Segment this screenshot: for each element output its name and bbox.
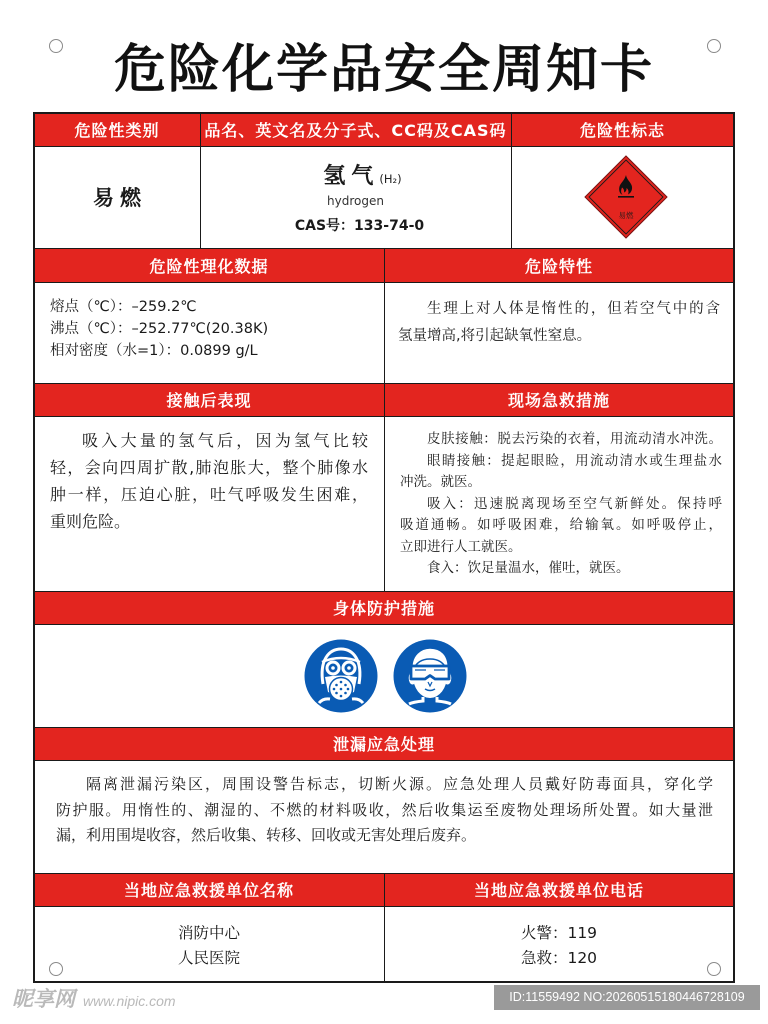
physchem-line: 相对密度（水=1）：0.0899 g/L	[50, 343, 258, 359]
header-physchem-data: 危险性理化数据	[149, 256, 269, 276]
physchem-line: 沸点（℃）：–252.77℃(20.38K)	[50, 321, 269, 337]
hazard-category-value: 易燃	[93, 186, 147, 210]
rescue-unit-phone: 急救：120	[520, 949, 598, 967]
product-name-cn: 氢气	[323, 164, 380, 189]
first-aid	[384, 416, 734, 591]
first-aid-line: 立即进行人工就医。	[400, 538, 522, 555]
header-product-info: 品名、英文名及分子式、CC码及CAS码	[204, 121, 507, 140]
rescue-unit-phone: 火警：119	[520, 924, 598, 942]
header-first-aid: 现场急救措施	[507, 391, 610, 410]
hazard-properties-line: 氢量增高,将引起缺氧性窒息。	[398, 328, 592, 344]
grid-line	[34, 727, 735, 729]
rescue-unit-phones	[384, 906, 734, 982]
exposure-line: 吸入大量的氢气后，因为氢气比较	[82, 431, 368, 450]
watermark	[12, 984, 176, 1012]
grid-line	[33, 112, 35, 983]
hazard-sign-label: 易燃	[618, 211, 634, 220]
grid-line	[200, 113, 202, 248]
physchem-line: 熔点（℃）：–259.2℃	[50, 299, 197, 315]
product-formula: (H₂)	[379, 172, 402, 186]
exposure-line: 重则危险。	[50, 512, 131, 531]
product-name-en: hydrogen	[327, 194, 384, 208]
grid-line	[34, 112, 735, 114]
rescue-unit-names	[34, 906, 384, 982]
grid-line	[384, 248, 386, 591]
grid-line	[733, 112, 735, 983]
grid-line	[511, 113, 513, 248]
first-aid-line: 皮肤接触：脱去污染的衣着，用流动清水冲洗。	[427, 431, 722, 447]
first-aid-line: 冲洗。就医。	[400, 474, 481, 490]
grid-line	[384, 873, 386, 982]
spill-response-line: 漏，利用围堤收容，然后收集、转移、回收或无害处理后废弃。	[56, 826, 477, 844]
exposure-line: 肿一样，压迫心脏，吐气呼吸发生困难，	[50, 485, 368, 504]
spill-response-line: 防护服。用惰性的、潮湿的、不燃的材料吸收，然后收集运至废物处理场所处置。如大量泄	[56, 800, 713, 819]
grid-line	[34, 146, 735, 148]
header-hazard-properties: 危险特性	[524, 256, 593, 276]
product-name	[200, 162, 511, 192]
watermark-site-url: www.nipic.com	[83, 993, 176, 1009]
header-hazard-sign: 危险性标志	[579, 121, 665, 140]
exposure-line: 轻，会向四周扩散,肺泡胀大，整个肺像水	[50, 458, 368, 477]
header-rescue-unit-phone: 当地应急救援单位电话	[473, 881, 644, 900]
rescue-unit-name: 人民医院	[177, 949, 240, 967]
hazard-sign	[511, 146, 734, 248]
body-protection-icons	[35, 625, 733, 726]
header-spill-response: 泄漏应急处理	[332, 735, 435, 754]
first-aid-line: 吸入：迅速脱离现场至空气新鲜处。保持呼	[427, 495, 722, 512]
first-aid-line: 眼睛接触：提起眼睑，用流动清水或生理盐水	[427, 452, 722, 469]
gas-mask-icon	[305, 640, 378, 713]
grid-line	[34, 760, 735, 762]
physchem-data	[34, 282, 384, 383]
id-bar: ID:11559492 NO:20260515180446728109	[494, 985, 760, 1010]
spill-response-line: 隔离泄漏污染区，周围设警告标志，切断火源。应急处理人员戴好防毒面具，穿化学	[86, 775, 713, 793]
header-rescue-unit-name: 当地应急救援单位名称	[123, 881, 294, 900]
header-exposure-symptoms: 接触后表现	[166, 391, 252, 410]
spill-response	[34, 760, 734, 873]
watermark-site-name: 昵享网	[12, 987, 75, 1011]
safety-goggles-icon	[394, 640, 467, 713]
product-cas: CAS号：133-74-0	[294, 218, 425, 234]
header-body-protection: 身体防护措施	[332, 599, 435, 618]
grid-line	[34, 624, 735, 626]
exposure-symptoms	[34, 416, 384, 591]
first-aid-line: 食入：饮足量温水，催吐，就医。	[427, 560, 630, 576]
first-aid-line: 吸道通畅。如呼吸困难，给输氧。如呼吸停止，	[400, 517, 722, 533]
hazard-properties-line: 生理上对人体是惰性的，但若空气中的含	[427, 301, 720, 317]
rescue-unit-name: 消防中心	[177, 924, 240, 942]
hazard-properties	[384, 282, 734, 383]
page-title: 危险化学品安全周知卡	[113, 40, 654, 100]
header-hazard-category: 危险性类别	[74, 121, 160, 140]
